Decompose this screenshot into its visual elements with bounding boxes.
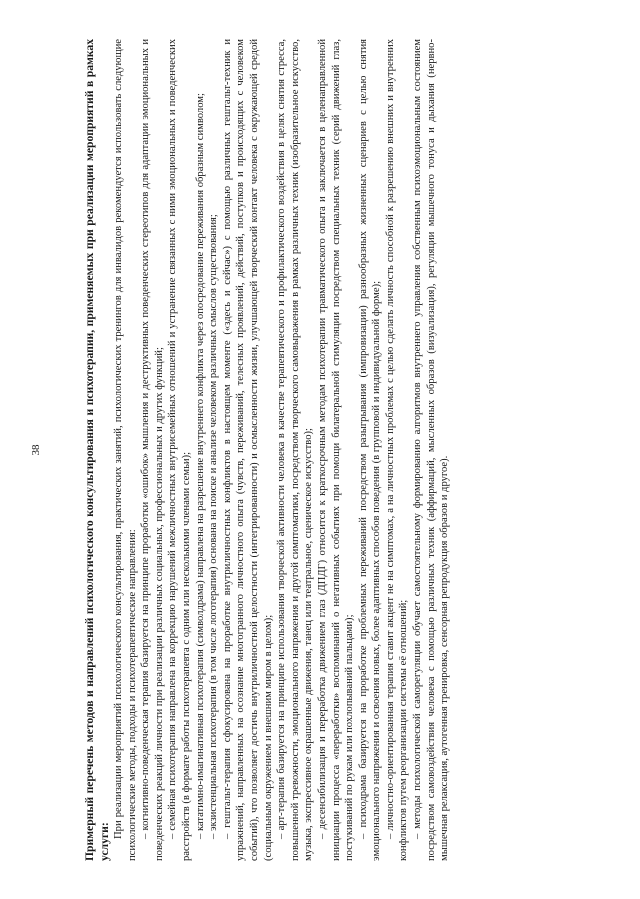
list-item-gestalt-therapy: – гештальт-терапия сфокусирована на проработке внутриличностных конфликтов в настоящем моменте («здесь и сейчас») с помощью различных гештальт-техник и упражнений, направленных на осознание многогранного личностного опыта (чувств, переживаний, телесных проявлений, действий, поступков и происходящих с человеком событий), что позволяет достичь внутриличностной целостности (интегрированности) и осмысленности жизни, улучшающей творческий контакт человека с окружающей средой (социальным окружением и внешним миром в целом);	[221, 38, 274, 861]
rotated-text-block	[30, 25, 610, 875]
list-item-person-centered-therapy: – личностно-ориентированная терапия ставит акцент не на симптомах, а на личностных проблемах с целью сделать личность способной к разрешению внешних и внутренних конфликтов путем реорганизации системы её отношений;	[384, 38, 410, 861]
list-item-art-therapy: – арт-терапия базируется на принципе использования творческой активности человека в качестве терапевтического и профилактического воздействия в целях снятия стресса, повышенной тревожности, эмоционального напряжения и другой симптоматики, посредством творческого самовыражения в рамках различных техник (изобразительное искусство, музыка, экспрессивное окрашенные движения, танец или театральное, сценическое искусство);	[276, 38, 315, 861]
body-text	[112, 39, 452, 861]
list-item-symboldrama: – кататимно-имагинативная психотерапия (символдрама) направлена на разрешение внутреннего конфликта через опосредование переживания образным символом;	[194, 92, 206, 839]
list-item-emdr: – десенсибилизация и переработка движением глаз (ДПДГ) относится к краткосрочным методам психотерапии травматического опыта и заключается в целенаправленной инициации процесса «переработки» воспоминаний о негативных событиях при помощи билатеральной стимуляции посредством специальных техник (серий движений глаз, постукиваний по рукам или похлопываний пальцами);	[316, 38, 356, 861]
list-item-cbt: – когнитивно-поведенческая терапия базируется на принципе проработки «ошибок» мышления и деструктивных поведенческих стереотипов для адаптации эмоциональных и поведенческих реакций личности при реализации различных социальных, профессиональных и других функций;	[140, 38, 165, 861]
intro-paragraph: При реализации мероприятий психологического консультирования, практических занятий, психологических тренингов для инвалидов рекомендуется использовать следующие психологические методы, подходы и психотерапевтические направления:	[113, 38, 138, 861]
list-item-existential-therapy: – экзистенциальная психотерапия (в том числе логотерапия) основана на поиске и анализе человеком различных смыслов существования;	[208, 213, 220, 839]
list-item-psychodrama: – психодрама базируется на проработке проблемных переживаний посредством разыгрывания (импровизации) разнообразных жизненных сценариев с целью снятия эмоционального напряжения и освоения новых, более адаптивных способов поведения (в групповой и индивидуальной форме);	[357, 38, 383, 861]
list-item-family-therapy: – семейная психотерапия направлена на коррекцию нарушений межличностных внутрисемейных отношений и устранение связанных с ними эмоциональных и поведенческих расстройств (в формате работы психотерапевта с одним или несколькими членами семьи);	[167, 38, 192, 861]
section-heading: Примерный перечень методов и направлений психологического консультирования и психотерапии, применяемых при реализации мероприятий в рамках услуги:	[83, 38, 111, 861]
page-number: 38	[30, 444, 42, 455]
list-item-self-regulation: – методы психологической саморегуляции обучает самостоятельному формированию алгоритмов внутреннего управления собственным психоэмоциональным состоянием посредством самовоздействия человека с помощью различных техник (аффирмаций, мысленных образов (визуализация), регуляции мышечного тонуса и дыхания (нервно-мышечная релаксация, аутогенная тренировка, сенсорная репродукция образов и другое).	[412, 38, 451, 861]
